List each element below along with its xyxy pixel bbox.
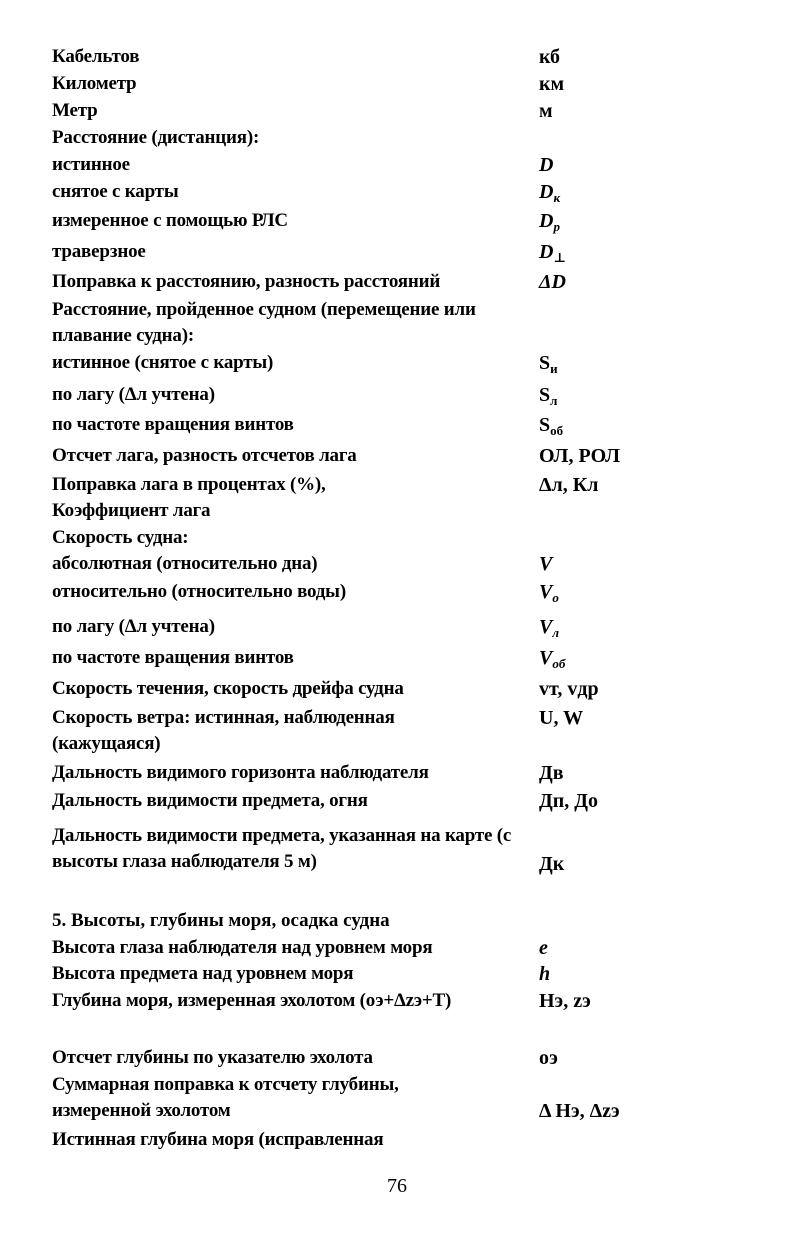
symbol-cell <box>539 645 779 677</box>
symbol-cell <box>539 579 779 611</box>
symbol-text: D <box>539 210 554 232</box>
symbol-text: км <box>539 73 565 95</box>
symbol-cell <box>539 179 779 211</box>
symbol-subscript: об <box>550 423 564 438</box>
term-text: Истинная глубина моря (исправленная <box>52 1129 384 1150</box>
symbol-cell <box>539 412 779 444</box>
term-text: Скорость течения, скорость дрейфа судна <box>52 678 404 699</box>
symbol-subscript: к <box>553 190 561 205</box>
symbol-text: vт, vдр <box>539 678 599 700</box>
term-text: траверзное <box>52 241 146 262</box>
symbol-text: h <box>539 963 551 985</box>
symbol-text: Δ Нэ, Δzэ <box>539 1100 620 1122</box>
term-text: Поправка к расстоянию, разность расстояний <box>52 271 441 292</box>
symbol-subscript: р <box>553 219 560 234</box>
symbol-subscript: о <box>552 590 559 605</box>
symbol-cell <box>539 614 779 646</box>
symbol-text: D <box>539 181 554 203</box>
symbol-text: V <box>539 553 553 575</box>
symbol-text: ОЛ, РОЛ <box>539 445 621 467</box>
symbol-text: V <box>539 647 553 669</box>
symbol-text: Δл, Кл <box>539 474 599 496</box>
term-text: истинное (снятое с карты) <box>52 352 274 373</box>
term-text: Отсчет глубины по указателю эхолота <box>52 1047 373 1068</box>
term-text: Коэффициент лага <box>52 500 211 521</box>
term-text: Высота предмета над уровнем моря <box>52 963 354 984</box>
symbol-text: D <box>539 241 554 263</box>
symbol-subscript: и <box>550 361 558 376</box>
term-text: снятое с карты <box>52 181 179 202</box>
term-text: по частоте вращения винтов <box>52 647 294 668</box>
symbol-text: Дв <box>539 762 564 784</box>
symbol-text: оэ <box>539 1047 558 1069</box>
symbol-cell <box>539 382 779 414</box>
term-text: Скорость судна: <box>52 527 189 548</box>
term-text: Скорость ветра: истинная, наблюденная (кажущаяся) <box>52 707 395 754</box>
symbol-subscript: л <box>552 625 560 640</box>
symbol-text: м <box>539 100 553 122</box>
term-text: по лагу (Δл учтена) <box>52 384 215 405</box>
symbol-text: кб <box>539 46 561 68</box>
term-text: Расстояние (дистанция): <box>52 127 260 148</box>
term-text: истинное <box>52 154 130 175</box>
symbol-text: V <box>539 616 553 638</box>
term-text: Поправка лага в процентах (%), <box>52 474 326 495</box>
section-heading: 5. Высоты, глубины моря, осадка судна <box>52 910 390 931</box>
term-text: относительно (относительно воды) <box>52 581 346 602</box>
term-text: Дальность видимого горизонта наблюдателя <box>52 762 429 783</box>
term-text: Кабельтов <box>52 46 140 67</box>
symbol-subscript: л <box>550 393 558 408</box>
term-text: Метр <box>52 100 98 121</box>
term-text: по частоте вращения винтов <box>52 414 294 435</box>
term-text: Суммарная поправка к отсчету глубины, измеренной эхолотом <box>52 1074 399 1121</box>
symbol-cell <box>539 239 779 271</box>
symbol-text: e <box>539 937 548 959</box>
term-text: Дальность видимости предмета, огня <box>52 790 368 811</box>
term-text: Отсчет лага, разность отсчетов лага <box>52 445 357 466</box>
symbol-cell <box>539 208 779 240</box>
term-text: Километр <box>52 73 137 94</box>
symbol-text: V <box>539 581 553 603</box>
term-text: Высота глаза наблюдателя над уровнем моря <box>52 937 433 958</box>
symbol-text: D <box>539 154 554 176</box>
symbol-text: Дк <box>539 853 565 875</box>
symbol-text: S <box>539 414 551 436</box>
symbol-subscript: ⊥ <box>553 250 566 265</box>
term-text: Глубина моря, измеренная эхолотом (оэ+Δzэ+T) <box>52 990 452 1011</box>
symbol-text: ΔD <box>539 271 566 293</box>
term-text: Дальность видимости предмета, указанная на карте (с высоты глаза наблюдателя 5 м) <box>52 825 512 872</box>
term-text: абсолютная (относительно дна) <box>52 553 318 574</box>
symbol-text: U, W <box>539 707 584 729</box>
symbol-text: Дп, До <box>539 790 599 812</box>
symbol-text: S <box>539 352 551 374</box>
term-text: Расстояние, пройденное судном (перемещение или плавание судна): <box>52 299 476 346</box>
symbol-subscript: об <box>552 656 566 671</box>
term-text: по лагу (Δл учтена) <box>52 616 215 637</box>
symbol-text: Нэ, zэ <box>539 990 591 1012</box>
page-number: 76 <box>387 1175 407 1197</box>
symbol-cell <box>539 350 779 382</box>
symbol-text: S <box>539 384 551 406</box>
term-text: измеренное с помощью РЛС <box>52 210 288 231</box>
